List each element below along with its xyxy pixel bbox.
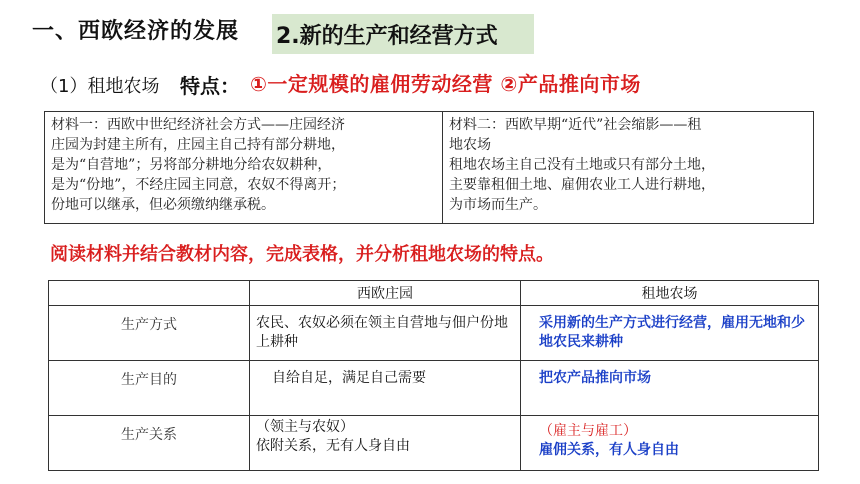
material-two [443, 112, 813, 223]
comparison-table [48, 280, 819, 471]
table-header-farm: 租地农场 [521, 281, 819, 306]
material-line: 是为“份地”，不经庄园主同意，农奴不得离开； [51, 177, 346, 193]
farm-cell [521, 416, 819, 471]
manor-text: 依附关系，无有人身自由 [256, 438, 410, 454]
material-line: 地农场 [449, 137, 491, 153]
row-label: 生产目的 [49, 361, 250, 416]
material-line: 材料一：西欧中世纪经济社会方式——庄园经济 [51, 117, 345, 133]
table-header-row [49, 281, 819, 306]
section-sub-heading: （1）租地农场 [40, 76, 160, 97]
table-row [49, 416, 819, 471]
farm-cell: 把农产品推向市场 [521, 361, 819, 416]
materials-box [44, 111, 814, 224]
farm-text: 雇佣关系，有人身自由 [539, 442, 679, 458]
feature-label: 特点： [180, 74, 240, 98]
feature-text: ①一定规模的雇佣劳动经营 ②产品推向市场 [250, 72, 641, 96]
table-header-manor: 西欧庄园 [250, 281, 521, 306]
material-line: 材料二：西欧早期“近代”社会缩影——租 [449, 117, 702, 133]
material-line: 是为“自营地”；另将部分耕地分给农奴耕种， [51, 157, 332, 173]
row-label: 生产关系 [49, 416, 250, 471]
material-line: 主要靠租佃土地、雇佣农业工人进行耕地， [449, 177, 715, 193]
material-one [45, 112, 443, 223]
table-row [49, 306, 819, 361]
material-line: 为市场而生产。 [449, 197, 547, 213]
manor-cell [250, 416, 521, 471]
material-line: 租地农场主自己没有土地或只有部分土地， [449, 157, 715, 173]
subtopic-title: 2.新的生产和经营方式 [276, 24, 498, 49]
material-line: 庄园为封建主所有，庄园主自己持有部分耕地， [51, 137, 345, 153]
material-line: 份地可以继承，但必须缴纳继承税。 [51, 197, 275, 213]
farm-note: （雇主与雇工） [539, 423, 637, 439]
table-row [49, 361, 819, 416]
instruction-text: 阅读材料并结合教材内容，完成表格，并分析租地农场的特点。 [50, 244, 554, 265]
manor-cell: 自给自足，满足自己需要 [250, 361, 521, 416]
table-header-blank [49, 281, 250, 306]
manor-note: （领主与农奴） [256, 419, 354, 435]
farm-cell: 采用新的生产方式进行经营，雇用无地和少地农民来耕种 [521, 306, 819, 361]
page-heading: 一、西欧经济的发展 [32, 19, 240, 44]
manor-cell: 农民、农奴必须在领主自营地与佃户份地上耕种 [250, 306, 521, 361]
row-label: 生产方式 [49, 306, 250, 361]
